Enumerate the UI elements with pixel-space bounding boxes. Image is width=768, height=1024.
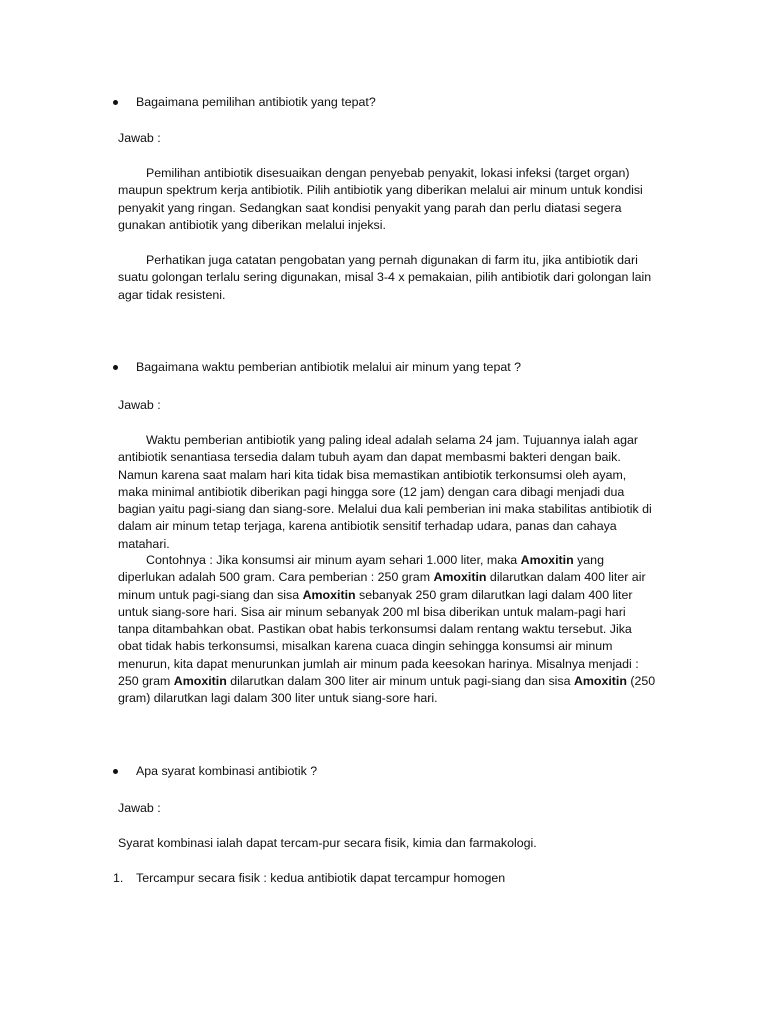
answer-label-2: Jawab : bbox=[118, 398, 161, 412]
answer-label-1: Jawab : bbox=[118, 131, 161, 145]
answer-2-paragraph-1: Waktu pemberian antibiotik yang paling ideal adalah selama 24 jam. Tujuannya ialah agar antibiotik senantiasa tersedia dalam tubuh ayam dan dapat membasmi bakteri dengan baik. Namun karena saat malam hari kita tidak bisa memastikan antibiotik terkonsumsi oleh ayam, maka minimal antibiotik diberikan pagi hingga sore (12 jam) dengan cara dibagi menjadi dua bagian yaitu pagi-siang dan siang-sore. Melalui dua kali pemberian ini maka stabilitas antibiotik di dalam air minum tetap terjaga, karena antibiotik sensitif terhadap udara, panas dan cahaya matahari. bbox=[118, 433, 652, 551]
bullet-icon bbox=[113, 365, 118, 370]
drug-name: Amoxitin bbox=[520, 553, 574, 567]
answer-2-example: Contohnya : Jika konsumsi air minum ayam sehari 1.000 liter, maka Amoxitin yang diperlukan adalah 500 gram. Cara pemberian : 250 gram Amoxitin dilarutkan dalam 400 liter air minum untuk pagi-siang dan sisa Amoxitin sebanyak 250 gram dilarutkan lagi dalam 400 liter untuk siang-sore hari. Sisa air minum sebanyak 200 ml bisa diberikan untuk malam-pagi hari tanpa ditambahkan obat. Pastikan obat habis terkonsumsi dalam rentang waktu tersebut. Jika obat tidak habis terkonsumsi, misalkan karena cuaca dingin sehingga konsumsi air minum menurun, kita dapat menurunkan jumlah air minum pada keesokan harinya. Misalnya menjadi : 250 gram Amoxitin dilarutkan dalam 300 liter air minum untuk pagi-siang dan sisa Amoxitin (250 gram) dilarutkan lagi dalam 300 liter untuk siang-sore hari. bbox=[118, 553, 656, 706]
drug-name: Amoxitin bbox=[173, 674, 227, 689]
document-page: Bagaimana pemilihan antibiotik yang tepat? Jawab : Pemilihan antibiotik disesuaikan dengan penyebab penyakit, lokasi infeksi (target organ) maupun spektrum kerja antibiotik. Pilih antibiotik yang diberikan melalui air minum untuk kondisi penyakit yang ringan. Sedangkan saat kondisi penyakit yang parah dan perlu diatasi segera gunakan antibiotik yang diberikan melalui injeksi. Perhatikan juga catatan pengobatan yang pernah digunakan di farm itu, jika antibiotik dari suatu golongan terlalu sering digunakan, misal 3-4 x pemakaian, pilih antibiotik dari golongan lain agar tidak resisteni. Bagaimana waktu pemberian antibiotik melalui air minum yang tepat ? Jawab : Waktu pemberian antibiotik yang paling ideal adalah selama 24 jam. Tujuannya ialah agar antibiotik senantiasa tersedia dalam tubuh ayam dan dapat membasmi bakteri dengan baik. Namun karena saat malam hari kita tidak bisa memastikan antibiotik terkonsumsi oleh ayam, maka minimal antibiotik diberikan pagi hingga sore (12 jam) dengan cara dibagi menjadi dua bagian yaitu pagi-siang dan siang-sore. Melalui dua kali pemberian ini maka stabilitas antibiotik di dalam air minum tetap terjaga, karena antibiotik sensitif terhadap udara, panas dan cahaya matahari. Contohnya : Jika konsumsi air minum ayam sehari 1.000 liter, maka Amoxitin yang diperlukan adalah 500 gram. Cara pemberian : 250 gram Amoxitin dilarutkan dalam 400 liter air minum untuk pagi-siang dan sisa Amoxitin sebanyak 250 gram dilarutkan lagi dalam 400 liter untuk siang-sore hari. Sisa air minum sebanyak 200 ml bisa diberikan untuk malam-pagi hari tanpa ditambahkan obat. Pastikan obat habis terkonsumsi dalam rentang waktu tersebut. Jika obat tidak habis terkonsumsi, misalkan karena cuaca dingin sehingga konsumsi air minum menurun, kita dapat menurunkan jumlah air minum pada keesokan harinya. Misalnya menjadi : 250 gram Amoxitin dilarutkan dalam 300 liter air minum untuk pagi-siang dan sisa Amoxitin (250 gram) dilarutkan lagi dalam 300 liter untuk siang-sore hari. Apa syarat kombinasi antibiotik ? Jawab : Syarat kombinasi ialah dapat tercam-pur secara fisik, kimia dan farmakologi. 1. Tercampur secara fisik : kedua antibiotik dapat tercampur homogen bbox=[0, 0, 768, 1024]
answer-3-paragraph-1: Syarat kombinasi ialah dapat tercam-pur secara fisik, kimia dan farmakologi. bbox=[118, 836, 537, 850]
drug-name: Amoxitin bbox=[433, 570, 487, 585]
list-number: 1. bbox=[113, 871, 124, 885]
answer-label-3: Jawab : bbox=[118, 801, 161, 815]
list-item-text: Tercampur secara fisik : kedua antibiotik dapat tercampur homogen bbox=[136, 871, 506, 885]
answer-1-paragraph-2: Perhatikan juga catatan pengobatan yang pernah digunakan di farm itu, jika antibiotik dari suatu golongan terlalu sering digunakan, misal 3-4 x pemakaian, pilih antibiotik dari golongan lain agar tidak resisteni. bbox=[118, 253, 652, 302]
drug-name: Amoxitin bbox=[573, 674, 627, 689]
bullet-icon bbox=[113, 100, 118, 105]
bullet-icon bbox=[113, 769, 118, 774]
answer-1-paragraph-1: Pemilihan antibiotik disesuaikan dengan penyebab penyakit, lokasi infeksi (target organ) maupun spektrum kerja antibiotik. Pilih antibiotik yang diberikan melalui air minum untuk kondisi penyakit yang ringan. Sedangkan saat kondisi penyakit yang parah dan perlu diatasi segera gunakan antibiotik yang diberikan melalui injeksi. bbox=[118, 166, 643, 232]
drug-name: Amoxitin bbox=[302, 587, 356, 602]
